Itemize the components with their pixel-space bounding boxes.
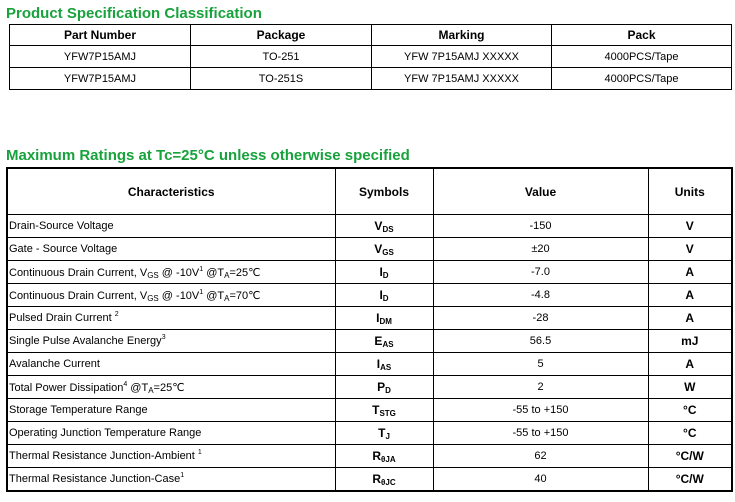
cell-value: 56.5: [433, 330, 648, 353]
ratings-header-value: Value: [433, 168, 648, 215]
table-row: [7, 215, 732, 238]
cell-characteristic: [7, 330, 335, 353]
cell-unit: °C: [648, 399, 732, 422]
characteristic-text-char: Drain-Source Voltage: [9, 220, 114, 232]
characteristic-text-char-c: @T: [203, 289, 225, 302]
spec-cell-marking: YFW 7P15AMJ XXXXX: [372, 46, 552, 68]
cell-symbol: [335, 353, 433, 376]
spec-header-row: [10, 25, 732, 46]
symbol-main: V: [374, 242, 383, 256]
characteristic-text-char-b: @ -10V: [158, 289, 200, 302]
cell-symbol: [335, 399, 433, 422]
characteristic-text-char-sup: 2: [114, 311, 119, 318]
spec-header-part-number: Part Number: [10, 25, 191, 46]
ratings-table: [6, 167, 733, 492]
table-row: [7, 284, 732, 307]
spec-cell-part-number: YFW7P15AMJ: [10, 46, 191, 68]
cell-characteristic: [7, 261, 335, 284]
symbol-main: R: [372, 449, 382, 463]
cell-symbol: [335, 330, 433, 353]
cell-symbol: [335, 284, 433, 307]
characteristic-text-char-d: =70℃: [229, 289, 261, 302]
symbol-main: I: [379, 265, 383, 279]
cell-value: -7.0: [433, 261, 648, 284]
cell-symbol: [335, 376, 433, 399]
cell-unit: W: [648, 376, 732, 399]
cell-unit: A: [648, 353, 732, 376]
cell-symbol: [335, 468, 433, 492]
characteristic-text-char-a: Continuous Drain Current, V: [9, 289, 148, 302]
characteristic-text-char-a: Pulsed Drain Current: [9, 312, 115, 324]
characteristic-text-char-a: Thermal Resistance Junction-Case: [9, 473, 181, 485]
table-row: [7, 468, 732, 492]
symbol-subscript: D: [382, 271, 389, 280]
cell-symbol: [335, 445, 433, 468]
cell-value: -150: [433, 215, 648, 238]
spec-cell-pack: 4000PCS/Tape: [552, 68, 732, 90]
characteristic-text-char-a: Storage Temperature Range: [9, 404, 148, 416]
symbol-subscript: GS: [382, 248, 394, 257]
cell-characteristic: [7, 422, 335, 445]
characteristic-text-char-sub2: A: [224, 293, 230, 303]
characteristic-text-char-sup: 1: [197, 449, 202, 456]
symbol-main: T: [378, 426, 386, 440]
cell-value: 2: [433, 376, 648, 399]
symbol-subscript: STG: [379, 409, 396, 418]
symbol-main: R: [372, 472, 382, 486]
table-row: [7, 399, 732, 422]
table-row: [10, 68, 732, 90]
spec-cell-part-number: YFW7P15AMJ: [10, 68, 191, 90]
cell-characteristic: [7, 238, 335, 261]
symbol-main: I: [379, 288, 383, 302]
characteristic-text-char-a: Thermal Resistance Junction-Ambient: [9, 450, 198, 462]
spec-header-marking: Marking: [372, 25, 552, 46]
symbol-main: T: [372, 403, 380, 417]
cell-value: -4.8: [433, 284, 648, 307]
table-row: [7, 422, 732, 445]
symbol-subscript: D: [382, 294, 389, 303]
cell-value: -55 to +150: [433, 422, 648, 445]
table-row: [7, 307, 732, 330]
spec-cell-package: TO-251S: [191, 68, 372, 90]
table-row: [7, 353, 732, 376]
spec-table: [9, 24, 732, 90]
characteristic-text-char-sub2: A: [224, 270, 230, 280]
symbol-subscript: D: [385, 386, 391, 395]
cell-characteristic: [7, 445, 335, 468]
symbol-main: V: [374, 219, 383, 233]
symbol-subscript: θJC: [381, 478, 396, 487]
characteristic-text-char-sup: 1: [199, 288, 204, 296]
symbol-subscript: AS: [382, 340, 394, 349]
characteristic-text-char-sub2: A: [148, 385, 154, 395]
table-row: [7, 238, 732, 261]
characteristic-text-char-a: Avalanche Current: [9, 358, 100, 370]
cell-symbol: [335, 261, 433, 284]
ratings-body: [7, 215, 732, 492]
characteristic-text-char-c: @T: [127, 381, 149, 394]
cell-unit: °C/W: [648, 468, 732, 492]
cell-value: -28: [433, 307, 648, 330]
ratings-section-title: Maximum Ratings at Tc=25°C unless otherwise specified: [6, 147, 410, 164]
symbol-main: P: [377, 380, 386, 394]
symbol-subscript: DM: [379, 317, 392, 326]
cell-characteristic: [7, 307, 335, 330]
characteristic-text-char-d: =25℃: [229, 266, 261, 279]
characteristic-text-char-a: Total Power Dissipation: [9, 381, 124, 394]
spec-header-package: Package: [191, 25, 372, 46]
characteristic-text-char-b: @ -10V: [158, 266, 200, 279]
table-row: [7, 445, 732, 468]
cell-unit: A: [648, 284, 732, 307]
cell-characteristic: [7, 468, 335, 492]
characteristic-text-char-a: Operating Junction Temperature Range: [9, 427, 202, 439]
table-row: [7, 376, 732, 399]
cell-characteristic: [7, 353, 335, 376]
table-row: [7, 330, 732, 353]
cell-characteristic: [7, 215, 335, 238]
table-row: [10, 46, 732, 68]
cell-unit: A: [648, 261, 732, 284]
cell-unit: V: [648, 238, 732, 261]
cell-characteristic: [7, 376, 335, 399]
cell-value: 40: [433, 468, 648, 492]
spec-cell-package: TO-251: [191, 46, 372, 68]
cell-unit: V: [648, 215, 732, 238]
spec-cell-pack: 4000PCS/Tape: [552, 46, 732, 68]
cell-symbol: [335, 422, 433, 445]
cell-symbol: [335, 307, 433, 330]
spec-section-title: Product Specification Classification: [6, 5, 262, 22]
cell-symbol: [335, 215, 433, 238]
ratings-header-row: [7, 168, 732, 215]
spec-cell-marking: YFW 7P15AMJ XXXXX: [372, 68, 552, 90]
characteristic-text-char-d: =25℃: [153, 381, 185, 394]
cell-symbol: [335, 238, 433, 261]
symbol-subscript: DS: [382, 225, 394, 234]
characteristic-text-char-sup: 3: [161, 334, 166, 341]
cell-value: -55 to +150: [433, 399, 648, 422]
cell-value: ±20: [433, 238, 648, 261]
symbol-main: I: [376, 311, 380, 325]
ratings-header-symbols: Symbols: [335, 168, 433, 215]
cell-unit: A: [648, 307, 732, 330]
cell-unit: mJ: [648, 330, 732, 353]
symbol-subscript: J: [385, 432, 390, 441]
ratings-header-units: Units: [648, 168, 732, 215]
symbol-subscript: AS: [380, 363, 392, 372]
characteristic-text-char-sup: 1: [180, 472, 185, 479]
cell-value: 62: [433, 445, 648, 468]
characteristic-text-char-c: @T: [203, 266, 225, 279]
ratings-header-characteristics: Characteristics: [7, 168, 335, 215]
characteristic-text-char-sup: 4: [123, 380, 128, 388]
characteristic-text-char-a: Continuous Drain Current, V: [9, 266, 148, 279]
symbol-subscript: θJA: [381, 455, 396, 464]
characteristic-text-char-sup: 1: [199, 265, 204, 273]
symbol-main: E: [374, 334, 383, 348]
cell-unit: °C/W: [648, 445, 732, 468]
characteristic-text-char-a: Single Pulse Avalanche Energy: [9, 335, 162, 347]
cell-value: 5: [433, 353, 648, 376]
table-row: [7, 261, 732, 284]
symbol-main: I: [376, 357, 381, 371]
cell-unit: °C: [648, 422, 732, 445]
characteristic-text-char-sub1: GS: [147, 270, 159, 280]
cell-characteristic: [7, 284, 335, 307]
characteristic-text-char-sub1: GS: [147, 293, 159, 303]
cell-characteristic: [7, 399, 335, 422]
characteristic-text-char-a: Gate - Source Voltage: [9, 243, 118, 255]
spec-header-pack: Pack: [552, 25, 732, 46]
